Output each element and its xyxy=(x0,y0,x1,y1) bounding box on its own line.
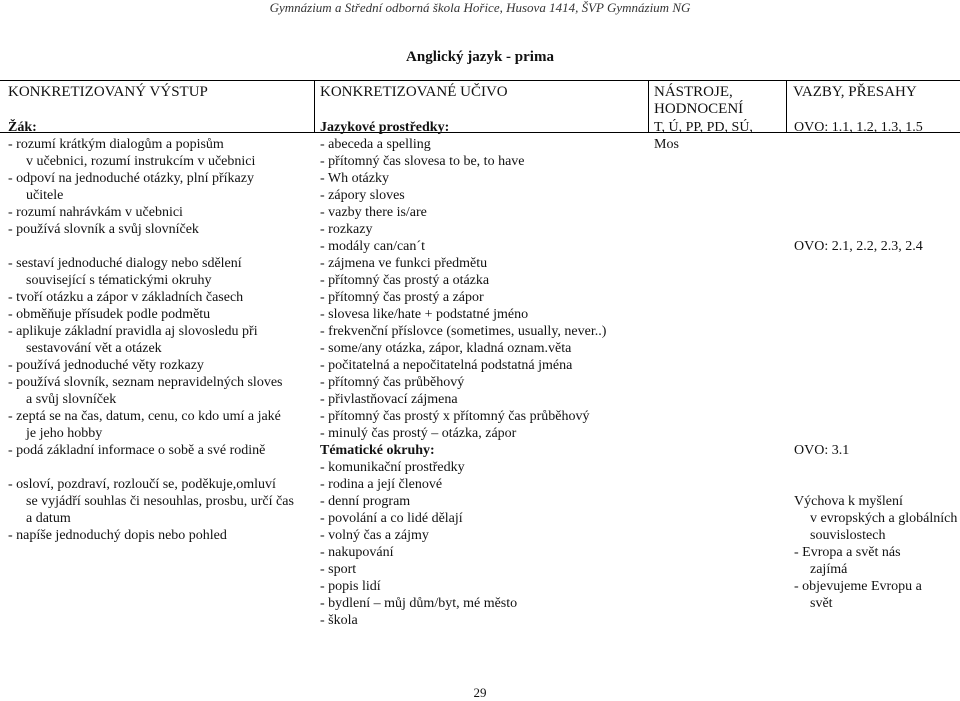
vazby-line xyxy=(792,204,958,221)
vystup-line xyxy=(8,459,310,476)
ucivo-line: - přítomný čas prostý a zápor xyxy=(320,290,484,305)
vystup-line: - osloví, pozdraví, rozloučí se, poděkuje,omluví xyxy=(8,477,276,492)
vazby-line: Výchova k myšlení xyxy=(794,494,903,509)
ucivo-line: - modály can/can´t xyxy=(320,239,425,254)
vystup-line: - napíše jednoduchý dopis nebo pohled xyxy=(8,528,227,543)
column-header-vystup: KONKRETIZOVANÝ VÝSTUP xyxy=(8,84,208,100)
document-header: Gymnázium a Střední odborná škola Hořice, Husova 1414, ŠVP Gymnázium NG xyxy=(269,0,691,15)
vazby-line xyxy=(792,255,958,272)
vystup-line: - obměňuje přísudek podle podmětu xyxy=(8,307,211,322)
vazby-line xyxy=(792,289,958,306)
column-header-nastroje xyxy=(654,84,743,118)
vystup-line: související s tématickými okruhy xyxy=(26,273,212,288)
vystup-line: - rozumí krátkým dialogům a popisům xyxy=(8,137,224,152)
vystup-line: se vyjádří souhlas či nesouhlas, prosbu, určí čas xyxy=(26,494,294,509)
vazby-line: OVO: 3.1 xyxy=(794,443,850,458)
column-ucivo xyxy=(318,119,646,629)
column-header-nastroje-line2: HODNOCENÍ xyxy=(654,101,744,117)
nastroje-line: T, Ú, PP, PD, SÚ, xyxy=(654,120,753,135)
vazby-line: - objevujeme Evropu a xyxy=(794,579,922,594)
vazby-line xyxy=(792,323,958,340)
column-vazby xyxy=(792,119,958,612)
ucivo-line: - zápory sloves xyxy=(320,188,405,203)
vazby-line xyxy=(792,340,958,357)
ucivo-line: - slovesa like/hate + podstatné jméno xyxy=(320,307,529,322)
ucivo-line: - přítomný čas prostý x přítomný čas průběhový xyxy=(320,409,590,424)
vystup-line: - odpoví na jednoduché otázky, plní příkazy xyxy=(8,171,254,186)
vazby-line: OVO: 2.1, 2.2, 2.3, 2.4 xyxy=(794,239,923,254)
vazby-line xyxy=(792,476,958,493)
ucivo-line: - přítomný čas prostý a otázka xyxy=(320,273,490,288)
vazby-line xyxy=(792,187,958,204)
vazby-line xyxy=(792,153,958,170)
ucivo-line: - abeceda a spelling xyxy=(320,137,431,152)
vazby-line xyxy=(792,136,958,153)
ucivo-line: - komunikační prostředky xyxy=(320,460,465,475)
column-header-vazby: VAZBY, PŘESAHY xyxy=(793,84,917,100)
ucivo-line: - Wh otázky xyxy=(320,171,389,186)
column-divider xyxy=(314,80,315,132)
vazby-line xyxy=(792,425,958,442)
ucivo-line: - povolání a co lidé dělají xyxy=(320,511,463,526)
ucivo-line: - popis lidí xyxy=(320,579,381,594)
vystup-line: Žák: xyxy=(8,120,37,135)
vystup-line: a svůj slovníček xyxy=(26,392,117,407)
ucivo-line: - minulý čas prostý – otázka, zápor xyxy=(320,426,517,441)
nastroje-line: Mos xyxy=(654,137,679,152)
vazby-line xyxy=(792,391,958,408)
vystup-line xyxy=(8,238,310,255)
ucivo-line: - sport xyxy=(320,562,357,577)
column-header-ucivo: KONKRETIZOVANÉ UČIVO xyxy=(320,84,508,100)
column-header-nastroje-line1: NÁSTROJE, xyxy=(654,84,733,100)
vazby-line xyxy=(792,408,958,425)
vystup-line: sestavování vět a otázek xyxy=(26,341,162,356)
vazby-line: zajímá xyxy=(810,562,848,577)
column-vystup xyxy=(8,119,310,544)
vazby-line xyxy=(792,170,958,187)
ucivo-line: - nakupování xyxy=(320,545,394,560)
vystup-line: v učebnici, rozumí instrukcím v učebnici xyxy=(26,154,256,169)
ucivo-line: - bydlení – můj dům/byt, mé město xyxy=(320,596,518,611)
vystup-line: - rozumí nahrávkám v učebnici xyxy=(8,205,183,220)
ucivo-line: - vazby there is/are xyxy=(320,205,427,220)
vystup-line: - používá jednoduché věty rozkazy xyxy=(8,358,204,373)
ucivo-line: - denní program xyxy=(320,494,411,509)
ucivo-line: - rozkazy xyxy=(320,222,373,237)
vazby-line xyxy=(792,221,958,238)
vystup-line: je jeho hobby xyxy=(26,426,103,441)
vazby-line xyxy=(792,374,958,391)
vazby-line xyxy=(792,459,958,476)
page-number: 29 xyxy=(473,685,487,700)
column-divider xyxy=(648,80,649,132)
vystup-line: - používá slovník, seznam nepravidelných sloves xyxy=(8,375,283,390)
column-divider xyxy=(786,80,787,132)
ucivo-line: - přivlastňovací zájmena xyxy=(320,392,458,407)
vazby-line xyxy=(792,272,958,289)
vystup-line: - používá slovník a svůj slovníček xyxy=(8,222,199,237)
ucivo-line: Jazykové prostředky: xyxy=(320,120,450,135)
vystup-line: - aplikuje základní pravidla aj slovosledu při xyxy=(8,324,258,339)
vystup-line: - podá základní informace o sobě a své rodině xyxy=(8,443,266,458)
vystup-line: - sestaví jednoduché dialogy nebo sdělení xyxy=(8,256,242,271)
page-title: Anglický jazyk - prima xyxy=(406,49,554,65)
vystup-line: a datum xyxy=(26,511,71,526)
ucivo-line: - přítomný čas průběhový xyxy=(320,375,465,390)
ucivo-line: - frekvenční příslovce (sometimes, usually, never..) xyxy=(320,324,607,339)
ucivo-line: - zájmena ve funkci předmětu xyxy=(320,256,488,271)
vystup-line: - zeptá se na čas, datum, cenu, co kdo umí a jaké xyxy=(8,409,281,424)
ucivo-line: - přítomný čas slovesa to be, to have xyxy=(320,154,525,169)
vystup-line: učitele xyxy=(26,188,64,203)
ucivo-line: - počitatelná a nepočitatelná podstatná jména xyxy=(320,358,573,373)
vazby-line: v evropských a globálních xyxy=(810,511,958,526)
ucivo-line: Tématické okruhy: xyxy=(320,443,435,458)
table-top-border xyxy=(0,80,960,81)
ucivo-line: - some/any otázka, zápor, kladná oznam.věta xyxy=(320,341,572,356)
vazby-line: - Evropa a svět nás xyxy=(794,545,901,560)
vazby-line: svět xyxy=(810,596,833,611)
vazby-line xyxy=(792,357,958,374)
vazby-line: souvislostech xyxy=(810,528,886,543)
vystup-line: - tvoří otázku a zápor v základních časech xyxy=(8,290,244,305)
ucivo-line: - škola xyxy=(320,613,358,628)
ucivo-line: - rodina a její členové xyxy=(320,477,443,492)
vazby-line xyxy=(792,306,958,323)
vazby-line: OVO: 1.1, 1.2, 1.3, 1.5 xyxy=(794,120,923,135)
ucivo-line: - volný čas a zájmy xyxy=(320,528,429,543)
column-nastroje xyxy=(654,119,784,153)
